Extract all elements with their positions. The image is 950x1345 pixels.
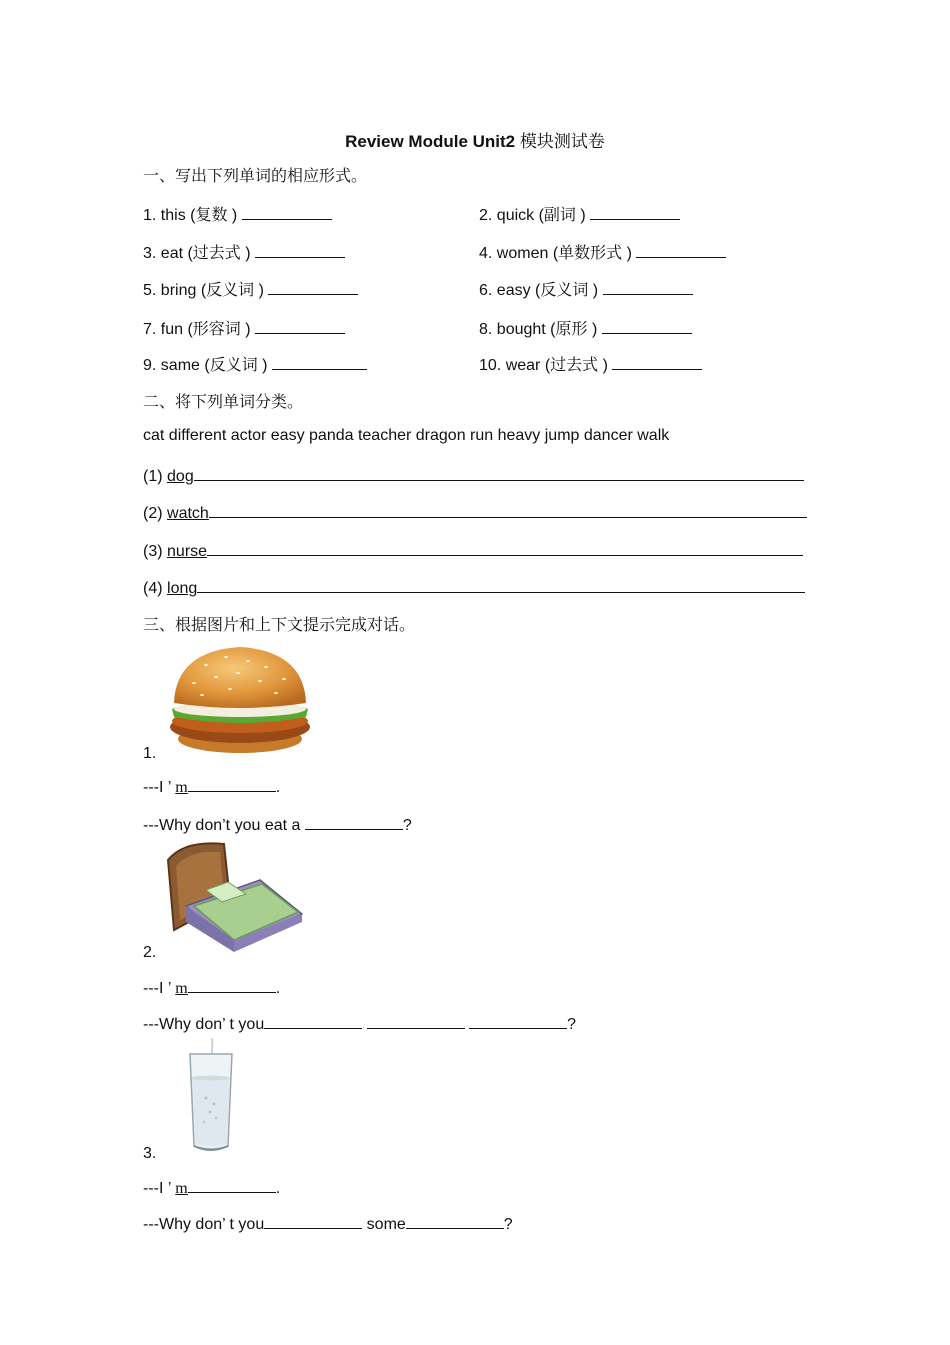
answer-blank[interactable] [602, 319, 692, 334]
category-answer-line[interactable] [207, 540, 803, 556]
answer-blank[interactable] [590, 205, 680, 220]
bed-image [164, 840, 304, 956]
answer-blank[interactable] [264, 1213, 362, 1229]
word-form-item: 1. this (复数 ) [143, 202, 332, 225]
category-row: (3) nurse [143, 540, 803, 561]
word-form-item: 9. same (反义词 ) [143, 352, 367, 375]
answer-blank[interactable] [469, 1013, 567, 1029]
hamburger-image [166, 643, 314, 755]
page-title [0, 127, 950, 152]
category-example: dog [167, 468, 194, 485]
section3-heading: 三、根据图片和上下文提示完成对话。 [143, 617, 416, 634]
section1-heading: 一、写出下列单词的相应形式。 [143, 168, 368, 185]
answer-blank[interactable] [242, 205, 332, 220]
answer-blank[interactable] [268, 280, 358, 295]
answer-blank[interactable] [603, 280, 693, 295]
category-row: (1) dog [143, 465, 804, 486]
word-form-item: 7. fun (形容词 ) [143, 316, 345, 339]
category-row: (2) watch [143, 502, 807, 523]
word-bank: cat different actor easy panda teacher dragon run heavy jump dancer walk [143, 427, 670, 444]
answer-blank[interactable] [406, 1213, 504, 1229]
category-example: nurse [167, 543, 208, 560]
category-answer-line[interactable] [209, 502, 807, 518]
answer-blank[interactable] [272, 355, 367, 370]
dialogue-line: ---I ’ m . [143, 977, 280, 998]
answer-blank[interactable] [188, 1177, 276, 1193]
question-number: 2. [143, 944, 157, 961]
answer-blank[interactable] [305, 814, 403, 830]
word-form-item: 2. quick (副词 ) [479, 202, 680, 225]
answer-blank[interactable] [188, 776, 276, 792]
answer-blank[interactable] [255, 319, 345, 334]
title-chinese: 模块测试卷 [519, 132, 605, 151]
category-example: long [167, 580, 198, 597]
question-number: 1. [143, 745, 157, 762]
answer-blank[interactable] [612, 355, 702, 370]
hint-letter: m [175, 779, 188, 796]
word-form-item: 10. wear (过去式 ) [479, 352, 702, 375]
word-form-item: 4. women (单数形式 ) [479, 240, 726, 263]
question-number: 3. [143, 1145, 157, 1162]
title-bold: Review Module Unit2 [345, 132, 516, 151]
word-form-item: 5. bring (反义词 ) [143, 277, 358, 300]
category-answer-line[interactable] [194, 465, 804, 481]
answer-blank[interactable] [636, 243, 726, 258]
word-form-item: 6. easy (反义词 ) [479, 277, 693, 300]
category-answer-line[interactable] [197, 577, 805, 593]
answer-blank[interactable] [367, 1013, 465, 1029]
answer-blank[interactable] [264, 1013, 362, 1029]
dialogue-line: ---Why don’t you eat a ? [143, 814, 412, 835]
dialogue-line: ---I ’ m . [143, 1177, 280, 1198]
answer-blank[interactable] [188, 977, 276, 993]
dialogue-line: ---Why don’ t you ? [143, 1013, 576, 1034]
answer-blank[interactable] [255, 243, 345, 258]
word-form-item: 8. bought (原形 ) [479, 316, 692, 339]
section2-heading: 二、将下列单词分类。 [143, 394, 304, 411]
category-row: (4) long [143, 577, 805, 598]
hint-letter: m [175, 1180, 188, 1197]
dialogue-line: ---I ’ m . [143, 776, 280, 797]
category-example: watch [167, 505, 209, 522]
word-form-item: 3. eat (过去式 ) [143, 240, 345, 263]
hint-letter: m [175, 980, 188, 997]
glass-of-water-image [186, 1038, 236, 1156]
dialogue-line: ---Why don’ t you some ? [143, 1213, 513, 1234]
